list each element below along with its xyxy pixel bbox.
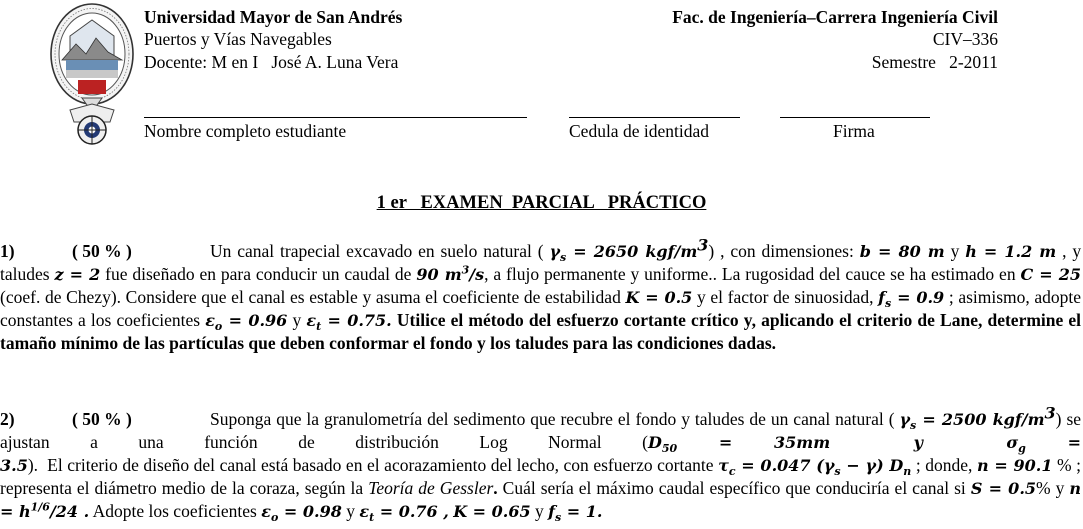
q2-text: y: [535, 501, 544, 521]
q1-k: K = 0.5: [625, 288, 693, 307]
q2-d50: $D_{50} = 35mm$ y $\sigma_g = 3.5$: [0, 433, 1081, 475]
q1-text: y: [950, 241, 960, 261]
q2-text: Cuál sería el máximo caudal específico que conduciría el canal si: [502, 478, 966, 498]
university-seal-icon: [48, 2, 136, 150]
q1-fs: $f_s = 0.9$: [878, 288, 945, 311]
id-label: Cedula de identidad: [569, 121, 709, 141]
q1-et: $\varepsilon_t = 0.75$.: [306, 311, 392, 334]
q1-text: y: [292, 310, 302, 330]
q2-k: K = 0.65: [453, 502, 531, 521]
q2-text: ; donde,: [915, 455, 973, 475]
q1-b: b = 80 m: [859, 242, 945, 261]
q1-number: 1): [0, 241, 15, 261]
course-name: Puertos y Vías Navegables: [144, 29, 332, 49]
q2-gamma-s: $\gamma_s = 2500$ kgf/$m^3$: [899, 403, 1056, 433]
q1-text: y el factor de sinuosidad,: [696, 287, 874, 307]
name-line[interactable]: [144, 117, 527, 118]
q1-text: (coef. de Chezy). Considere que el canal es estable y asuma el coeficiente de estabilidad: [0, 287, 621, 307]
faculty-name: Fac. de Ingeniería–Carrera Ingeniería Civil: [672, 7, 998, 27]
signature-line[interactable]: [780, 117, 930, 118]
q1-flow: 90 $m^3/s$: [416, 263, 485, 284]
q1-percent: ( 50 % ): [72, 241, 132, 261]
q2-text: ). El criterio de diseño del canal está basado en el acorazamiento del lecho, con esfuerzo cortante: [27, 455, 714, 475]
exam-title: 1 er EXAMEN PARCIAL PRÁCTICO: [376, 193, 707, 213]
q2-text: % y: [1036, 478, 1065, 498]
q2-fs: $f_s = 1$.: [548, 502, 603, 525]
university-name: Universidad Mayor de San Andrés: [144, 7, 403, 27]
q2-text: ) se ajustan a una función de distribución Log Normal (: [0, 409, 1082, 452]
q1-text: , a flujo permanente y uniforme.. La rugosidad del cauce se ha estimado en: [484, 264, 1016, 284]
name-label: Nombre completo estudiante: [144, 121, 347, 141]
q2-gessler: Teoría de Gessler: [368, 478, 494, 498]
q1-instruction: Utilice el método del esfuerzo cortante crítico y, aplicando el criterio de Lane, determine el tamaño mínimo de las partículas que deben conformar el fondo y los taludes para las condiciones dadas.: [0, 310, 1082, 353]
q2-nh: $n = h^{1/6}/24$ .: [0, 479, 1082, 521]
q2-number: 2): [0, 409, 15, 429]
course-code: CIV–336: [932, 29, 998, 49]
question-2: 2) ( 50 % ) Suponga que la granulometría del sedimento que recubre el fondo y taludes de un canal natural ( $\gamma_s = 2500$ kgf/$m^3$) se ajustan a una función de distribución Log Normal ($D_{50} = 35mm$ y $\sigma_g = 3.5$). El criterio de diseño del canal está basado en el acorazamiento del lecho, con esfuerzo cortante $\tau_c = 0.047$ $(\gamma_s - \gamma)$ $D_n$ ; donde, n = 90.1 % ; representa el diámetro medio de la coraza, según la Teoría de Gessler. Cuál sería el máximo caudal específico que conduciría el canal si S = 0.5% y $n = h^{1/6}/24$ . Adopte los coeficientes $\varepsilon_o = 0.98$ y $\varepsilon_t = 0.76$ , K = 0.65 y $f_s = 1$.: [0, 403, 1082, 525]
q1-text: Un canal trapecial excavado en suelo natural (: [210, 241, 544, 261]
q2-text: % ; representa el diámetro medio de la coraza, según la: [0, 455, 1082, 498]
id-line[interactable]: [569, 117, 740, 118]
q1-h: h = 1.2 m: [965, 242, 1057, 261]
semester: Semestre 2-2011: [871, 52, 998, 72]
question-1: [0, 235, 1082, 354]
q1-gamma-s: $\gamma_s = 2650$ kgf/$m^3$: [549, 235, 709, 265]
q1-text: ; asimismo, adopte constantes a los coeficientes: [0, 287, 1082, 330]
q1-c: C = 25: [1020, 265, 1082, 284]
q1-text: ) , con dimensiones:: [708, 241, 854, 261]
q1-eo: $\varepsilon_o = 0.96$: [205, 311, 288, 334]
q1-z: z = 2: [54, 265, 101, 284]
q2-eo: $\varepsilon_o = 0.98$: [261, 502, 342, 525]
q1-text: fue diseñado en para conducir un caudal de: [105, 264, 412, 284]
q2-text: Suponga que la granulometría del sedimento que recubre el fondo y taludes de un canal natural (: [210, 409, 895, 429]
q2-et: $\varepsilon_t = 0.76$ ,: [359, 502, 449, 525]
q2-s: S = 0.5: [970, 479, 1037, 498]
q1-text: , y taludes: [0, 241, 1082, 284]
q2-percent: ( 50 % ): [72, 409, 132, 429]
q2-n: n = 90.1: [976, 456, 1053, 475]
q2-text: y: [346, 501, 355, 521]
q2-text: Adopte los coeficientes: [92, 501, 257, 521]
teacher-name: Docente: M en I José A. Luna Vera: [144, 52, 399, 72]
q2-tau-c: $\tau_c = 0.047$ $(\gamma_s - \gamma)$ $D_n$: [718, 456, 912, 479]
signature-label: Firma: [833, 121, 875, 141]
